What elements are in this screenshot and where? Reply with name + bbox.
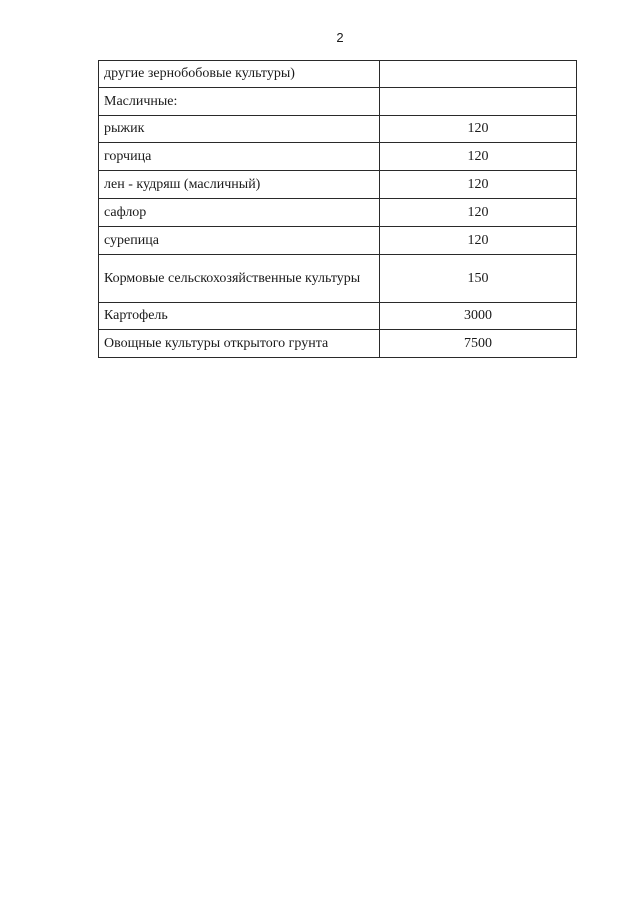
table-row: [99, 199, 577, 227]
crop-name-cell: Овощные культуры открытого грунта: [99, 330, 380, 358]
table-row: [99, 227, 577, 255]
crop-value-cell: 3000: [380, 303, 577, 330]
crop-name-cell: горчица: [99, 143, 380, 171]
crop-name-cell: Картофель: [99, 303, 380, 330]
table-row: [99, 88, 577, 116]
crop-value-cell: 120: [380, 199, 577, 227]
crop-name-cell: Масличные:: [99, 88, 380, 116]
crop-name-cell: лен - кудряш (масличный): [99, 171, 380, 199]
crop-value-cell: 120: [380, 116, 577, 143]
crop-value-cell: 120: [380, 227, 577, 255]
crop-name-cell: сафлор: [99, 199, 380, 227]
table-row: [99, 255, 577, 303]
table-row: [99, 116, 577, 143]
crop-name-cell: сурепица: [99, 227, 380, 255]
crop-value-cell: [380, 88, 577, 116]
crop-name-cell: Кормовые сельскохозяйственные культуры: [99, 255, 380, 303]
table-row: [99, 171, 577, 199]
crop-value-cell: [380, 61, 577, 88]
crop-name-cell: рыжик: [99, 116, 380, 143]
crop-value-cell: 120: [380, 143, 577, 171]
table-row: [99, 330, 577, 358]
table-row: [99, 61, 577, 88]
table-row: [99, 303, 577, 330]
page-number: 2: [336, 30, 344, 45]
crop-value-cell: 7500: [380, 330, 577, 358]
crop-name-cell: другие зернобобовые культуры): [99, 61, 380, 88]
crop-value-cell: 150: [380, 255, 577, 303]
table-row: [99, 143, 577, 171]
crops-table: [98, 60, 577, 358]
crop-value-cell: 120: [380, 171, 577, 199]
